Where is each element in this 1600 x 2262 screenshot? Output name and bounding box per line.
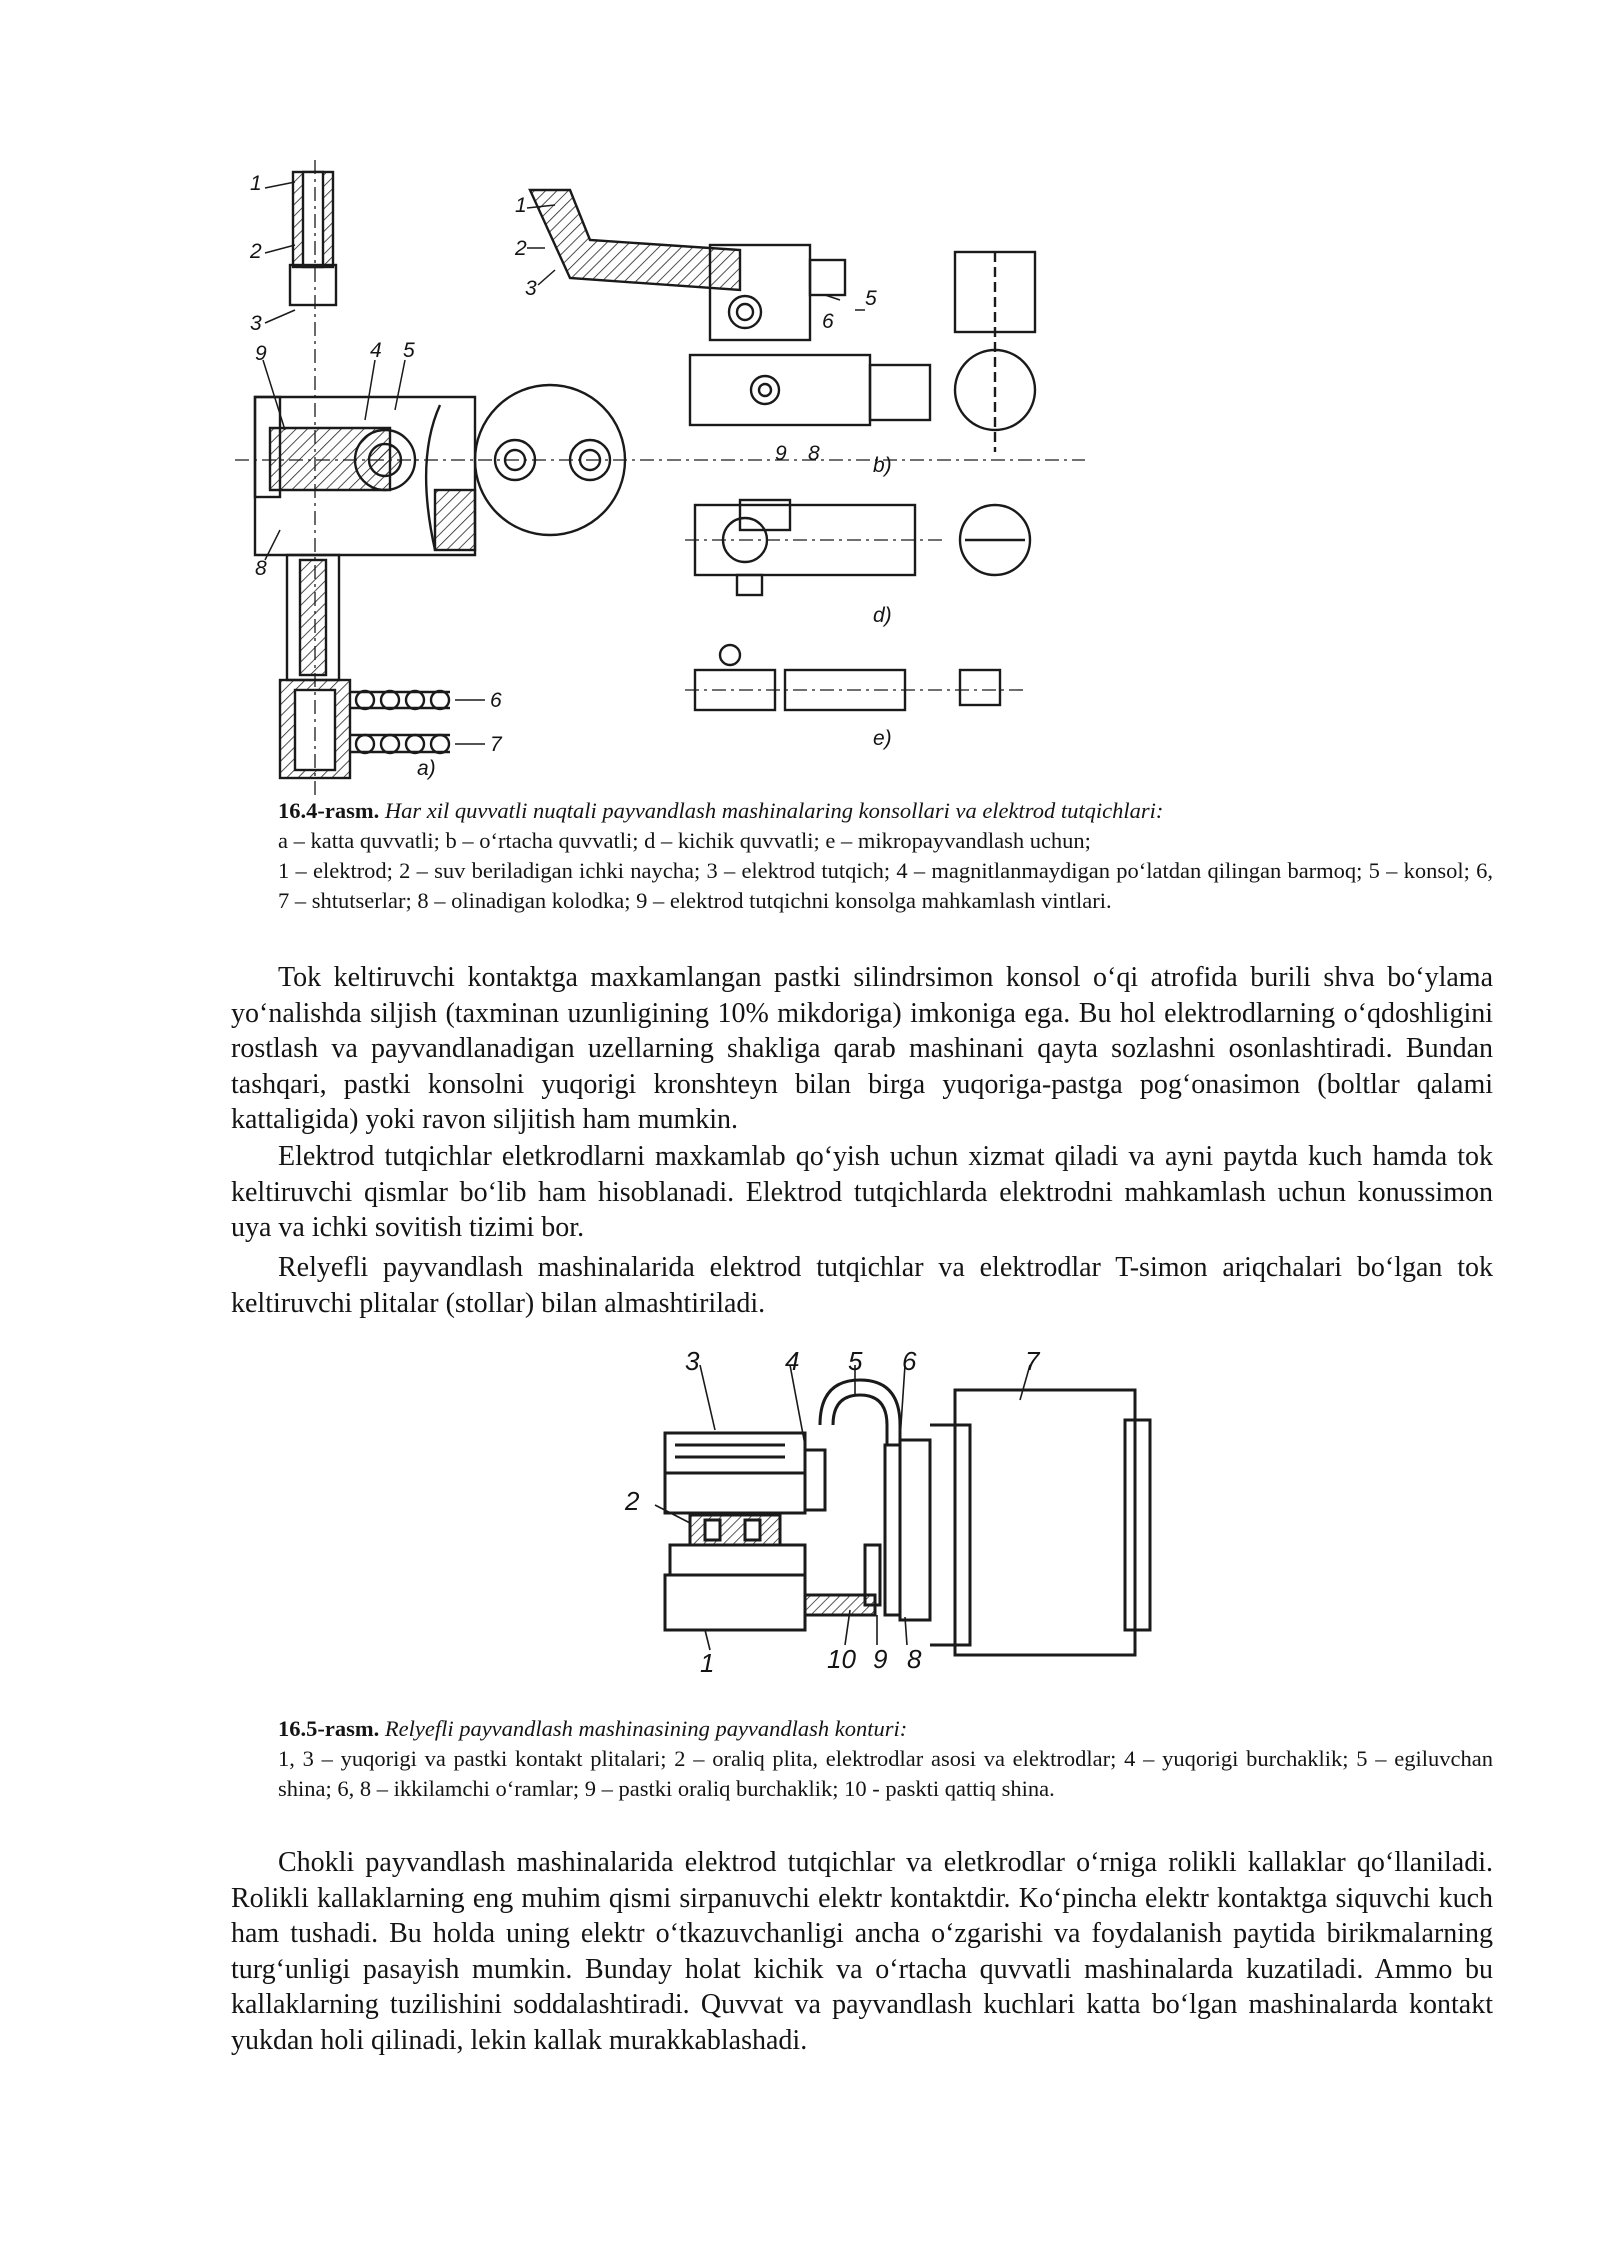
fig16-4-callout-1: 1: [250, 172, 262, 195]
figure-16-5-number: 16.5-rasm.: [278, 1716, 380, 1741]
paragraph-4: Chokli payvandlash mashinalarida elektrod tutqichlar va eletkrodlar o‘rniga rolikli kallaklar qo‘llaniladi. Rolikli kallaklarning eng muhim qismi sirpanuvchi elektr kontaktdir. Ko‘pincha elektr kontaktga siquvchi kuch ham tushadi. Bu holda uning elektr o‘tkazuvchanligi ancha o‘zgarishi va foydalanish paytida birikmalarning turg‘unligi pasayish mumkin. Bunday holat kichik va o‘rtacha quvvatli mashinalarda kuzatiladi. Ammo bu kallaklarning tuzilishini soddalashtiradi. Quvvat va payvandlash kuchlari katta bo‘lgan mashinalarda kontakt yukdan holi qilinadi, lekin kallak murakkablashadi.: [231, 1847, 1493, 2056]
fig16-4-callout-7: 7: [490, 733, 502, 756]
fig16-4-panel-b-label: b): [873, 454, 892, 477]
figure-16-5-caption: [231, 1714, 1493, 1804]
fig16-5-label-10: 10: [827, 1644, 856, 1674]
fig16-4-b-callout-3: 3: [525, 277, 537, 300]
fig16-4-b-callout-9: 9: [775, 442, 787, 465]
fig16-5-label-9: 9: [873, 1644, 888, 1674]
fig16-4-b-callout-2: 2: [515, 237, 527, 260]
fig16-5-label-4: 4: [785, 1346, 800, 1376]
figure-16-5: [615, 1345, 1185, 1675]
fig16-4-callout-8: 8: [255, 557, 267, 580]
fig16-5-label-7: 7: [1025, 1346, 1040, 1376]
fig16-4-b-callout-6: 6: [822, 310, 834, 333]
figure-16-4-legend-line1: a – katta quvvatli; b – o‘rtacha quvvatli; d – kichik quvvatli; e – mikropayvandlash uchun;: [278, 828, 1091, 853]
fig16-4-b-callout-5: 5: [865, 287, 877, 310]
fig16-4-callout-5: 5: [403, 339, 415, 362]
fig16-4-callout-4: 4: [370, 339, 382, 362]
fig16-4-callout-9: 9: [255, 342, 267, 365]
fig16-5-label-3: 3: [685, 1346, 700, 1376]
figure-16-5-drawing: [615, 1345, 1185, 1675]
figure-16-5-legend: 1, 3 – yuqorigi va pastki kontakt plitalari; 2 – oraliq plita, elektrodlar asosi va elektrodlar; 4 – yuqorigi burchaklik; 5 – egiluvchan shina; 6, 8 – ikkilamchi o‘ramlar; 9 – pastki oraliq burchaklik; 10 - paskti qattiq shina.: [278, 1746, 1493, 1801]
figure-16-4: [225, 160, 1085, 795]
fig16-4-panel-d-label: d): [873, 604, 892, 627]
figure-16-4-caption: [231, 796, 1493, 916]
fig16-4-b-callout-1: 1: [515, 194, 527, 217]
fig16-5-label-5: 5: [848, 1346, 863, 1376]
figure-16-4-title: Har xil quvvatli nuqtali payvandlash mashinalaring konsollari va elektrod tutqichlari:: [384, 798, 1164, 823]
fig16-4-b-callout-8: 8: [808, 442, 820, 465]
fig16-5-label-8: 8: [907, 1644, 922, 1674]
fig16-4-callout-3: 3: [250, 312, 262, 335]
paragraph-2: Elektrod tutqichlar eletkrodlarni maxkamlab qo‘yish uchun xizmat qiladi va ayni paytda kuch hamda tok keltiruvchi qismlar bo‘lib ham hisoblanadi. Elektrod tutqichlarda elektrodni mahkamlash uchun konussimon uya va ichki sovitish tizimi bor.: [231, 1141, 1493, 1243]
paragraph-3: Relyefli payvandlash mashinalarida elektrod tutqichlar va elektrodlar T-simon ariqchalari bo‘lgan tok keltiruvchi plitalar (stollar) bilan almashtiriladi.: [231, 1252, 1493, 1319]
fig16-5-label-1: 1: [700, 1648, 715, 1675]
fig16-5-label-2: 2: [625, 1486, 640, 1516]
fig16-5-label-6: 6: [902, 1346, 917, 1376]
fig16-4-panel-e-label: e): [873, 727, 892, 750]
fig16-4-callout-6: 6: [490, 689, 502, 712]
figure-16-4-legend-line2: 1 – elektrod; 2 – suv beriladigan ichki naycha; 3 – elektrod tutqich; 4 – magnitlanmaydigan po‘latdan qilingan barmoq; 5 – konsol; 6, 7 – shtutserlar; 8 – olinadigan kolodka; 9 – elektrod tutqichni konsolga mahkamlash vintlari.: [278, 858, 1493, 913]
fig16-4-panel-a-label: a): [417, 757, 436, 780]
fig16-4-callout-2: 2: [250, 240, 262, 263]
figure-16-4-number: 16.4-rasm.: [278, 798, 380, 823]
figure-16-4-drawing: [225, 160, 1085, 795]
paragraph-1: Tok keltiruvchi kontaktga maxkamlangan pastki silindrsimon konsol o‘qi atrofida burili shva bo‘ylama yo‘nalishda siljish (taxminan uzunligining 10% mikdoriga) imkoniga ega. Bu hol elektrodlarning o‘qdoshligini rostlash va payvandlanadigan uzellarning shakliga qarab mashinani qayta sozlashni osonlashtiradi. Bundan tashqari, pastki konsolni yuqorigi kronshteyn bilan birga yuqoriga-pastga pog‘onasimon (boltlar qalami kattaligida) yoki ravon siljitish ham mumkin.: [231, 962, 1493, 1135]
figure-16-5-title: Relyefli payvandlash mashinasining payvandlash konturi:: [384, 1716, 908, 1741]
